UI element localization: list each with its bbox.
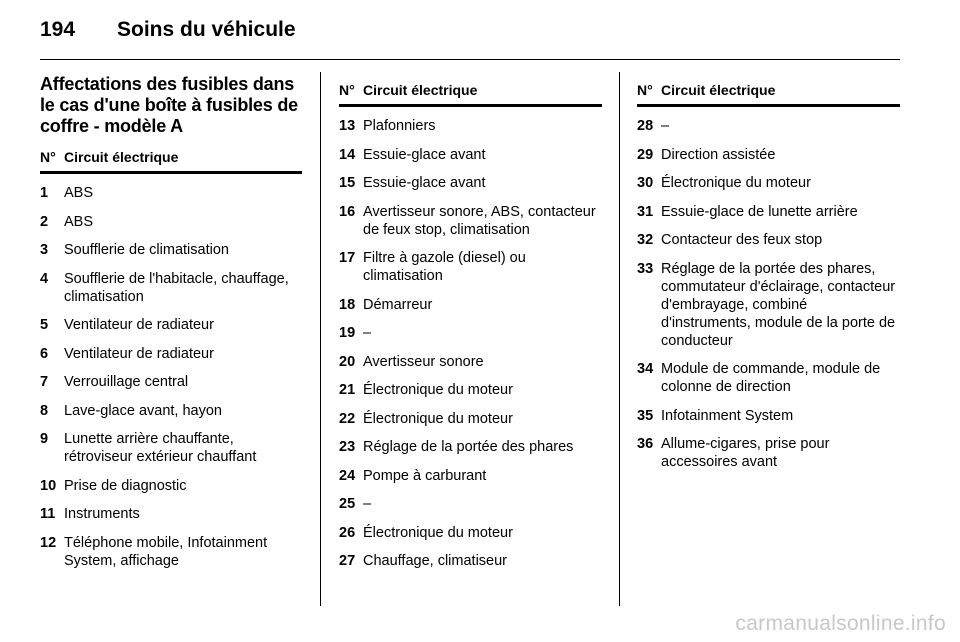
fuse-number: 32 [637,232,654,248]
fuse-number: 24 [339,467,356,484]
fuse-number: 18 [339,296,356,313]
fuse-circuit: Réglage de la portée des phares [363,439,574,455]
fuse-circuit: Téléphone mobile, Infotainment System, affichage [64,534,268,569]
fuse-row [40,213,302,231]
page-title: Soins du véhicule [117,18,296,41]
fuse-number: 15 [339,175,356,191]
fuse-number: 22 [339,410,356,427]
fuse-row [637,360,900,396]
header-rule [40,59,900,60]
fuse-row [339,495,602,513]
fuse-number: 26 [339,524,356,541]
fuse-circuit: Pompe à carburant [363,467,487,484]
fuse-number: 36 [637,436,654,452]
fuse-row [339,467,602,485]
fuse-number: 8 [40,402,49,419]
fuse-row [40,430,302,466]
column-divider-1 [320,72,321,606]
fuse-circuit: Plafonniers [363,118,436,134]
fuse-circuit: Avertisseur sonore, ABS, contacteur de feux stop, climatisation [363,203,596,238]
fuse-row [637,407,900,425]
fuse-circuit: – [661,118,670,134]
fuse-circuit: Électronique du moteur [363,524,513,541]
fuse-number: 17 [339,250,356,266]
fuse-row [339,524,602,542]
fuse-row [40,270,302,306]
fuse-circuit: Module de commande, module de colonne de direction [661,361,881,395]
column-header-label: Circuit électrique [64,149,179,165]
fuse-row [40,534,302,570]
fuse-circuit: Électronique du moteur [363,382,513,398]
fuse-circuit: Ventilateur de radiateur [64,317,214,333]
fuse-circuit: Électronique du moteur [661,175,811,191]
fuse-column-1 [40,149,302,580]
fuse-row [339,438,602,456]
fuse-row [40,402,302,420]
fuse-circuit: Soufflerie de l'habitacle, chauffage, climatisation [64,270,289,305]
fuse-number: 28 [637,118,654,134]
column-header-num: N° [339,82,355,98]
fuse-row [40,345,302,363]
fuse-circuit: ABS [64,213,94,230]
fuse-number: 5 [40,317,49,333]
fuse-row [339,324,602,342]
fuse-number: 35 [637,407,654,424]
fuse-circuit: Ventilateur de radiateur [64,345,214,362]
fuse-number: 34 [637,361,654,377]
fuse-number: 9 [40,431,49,447]
fuse-circuit: ABS [64,185,94,201]
fuse-list [339,117,602,570]
fuse-circuit: Prise de diagnostic [64,477,187,494]
fuse-row [339,203,602,239]
fuse-column-3 [637,82,900,482]
fuse-circuit: Avertisseur sonore [363,353,484,370]
column-header-label: Circuit électrique [363,82,478,98]
fuse-number: 2 [40,213,49,230]
fuse-row [637,260,900,350]
fuse-number: 30 [637,175,654,191]
fuse-number: 29 [637,146,654,163]
fuse-circuit: Électronique du moteur [363,410,513,427]
fuse-row [40,316,302,334]
section-heading: Affectations des fusibles dans le cas d'une boîte à fusibles de coffre - modèle A [40,74,298,136]
fuse-number: 13 [339,118,356,134]
fuse-number: 16 [339,203,356,220]
fuse-circuit: Essuie-glace avant [363,175,486,191]
fuse-row [40,477,302,495]
fuse-row [40,241,302,259]
fuse-number: 6 [40,345,49,362]
column-divider-2 [619,72,620,606]
fuse-number: 11 [40,506,56,522]
fuse-row [339,174,602,192]
fuse-row [637,231,900,249]
column-header [40,149,302,174]
fuse-circuit: Lave-glace avant, hayon [64,402,222,419]
fuse-list [40,184,302,570]
watermark: carmanualsonline.info [735,612,946,635]
fuse-number: 20 [339,353,356,370]
fuse-row [339,249,602,285]
fuse-row [637,203,900,221]
fuse-number: 33 [637,260,654,277]
fuse-row [637,117,900,135]
fuse-number: 25 [339,496,356,512]
fuse-number: 19 [339,325,356,341]
fuse-number: 14 [339,146,356,163]
fuse-column-2 [339,82,602,581]
fuse-row [339,353,602,371]
fuse-circuit: Réglage de la portée des phares, commutateur d'éclairage, contacteur d'embrayage, combiné d'instruments, module de la porte de conducteur [661,260,896,349]
fuse-number: 21 [339,382,356,398]
fuse-circuit: Direction assistée [661,146,776,163]
fuse-number: 27 [339,553,356,569]
fuse-circuit: Lunette arrière chauffante, rétroviseur extérieur chauffant [64,431,257,465]
page-number: 194 [40,18,76,41]
fuse-circuit: Filtre à gazole (diesel) ou climatisation [363,250,526,284]
fuse-circuit: Essuie-glace avant [363,146,486,163]
column-header-num: N° [40,149,56,165]
column-header-label: Circuit électrique [661,82,776,98]
fuse-circuit: Instruments [64,506,140,522]
fuse-row [40,505,302,523]
fuse-row [339,381,602,399]
fuse-circuit: Soufflerie de climatisation [64,242,229,258]
fuse-row [339,117,602,135]
column-header [339,82,602,107]
fuse-circuit: Chauffage, climatiseur [363,553,508,569]
fuse-circuit: Démarreur [363,296,433,313]
fuse-circuit: – [363,496,372,512]
fuse-row [637,146,900,164]
column-header [637,82,900,107]
fuse-number: 31 [637,203,654,220]
fuse-circuit: Infotainment System [661,407,794,424]
fuse-row [339,552,602,570]
fuse-row [637,174,900,192]
fuse-circuit: Verrouillage central [64,374,189,390]
fuse-number: 4 [40,270,49,287]
fuse-row [40,373,302,391]
fuse-number: 1 [40,185,49,201]
fuse-row [339,146,602,164]
fuse-number: 10 [40,477,57,494]
fuse-row [339,410,602,428]
fuse-number: 23 [339,439,356,455]
fuse-row [637,435,900,471]
fuse-number: 7 [40,374,49,390]
fuse-number: 12 [40,534,57,551]
fuse-row [40,184,302,202]
fuse-circuit: Allume-cigares, prise pour accessoires avant [661,436,830,470]
column-header-num: N° [637,82,653,98]
fuse-list [637,117,900,471]
fuse-row [339,296,602,314]
fuse-circuit: – [363,325,372,341]
fuse-number: 3 [40,242,49,258]
fuse-circuit: Essuie-glace de lunette arrière [661,203,858,220]
fuse-circuit: Contacteur des feux stop [661,232,823,248]
